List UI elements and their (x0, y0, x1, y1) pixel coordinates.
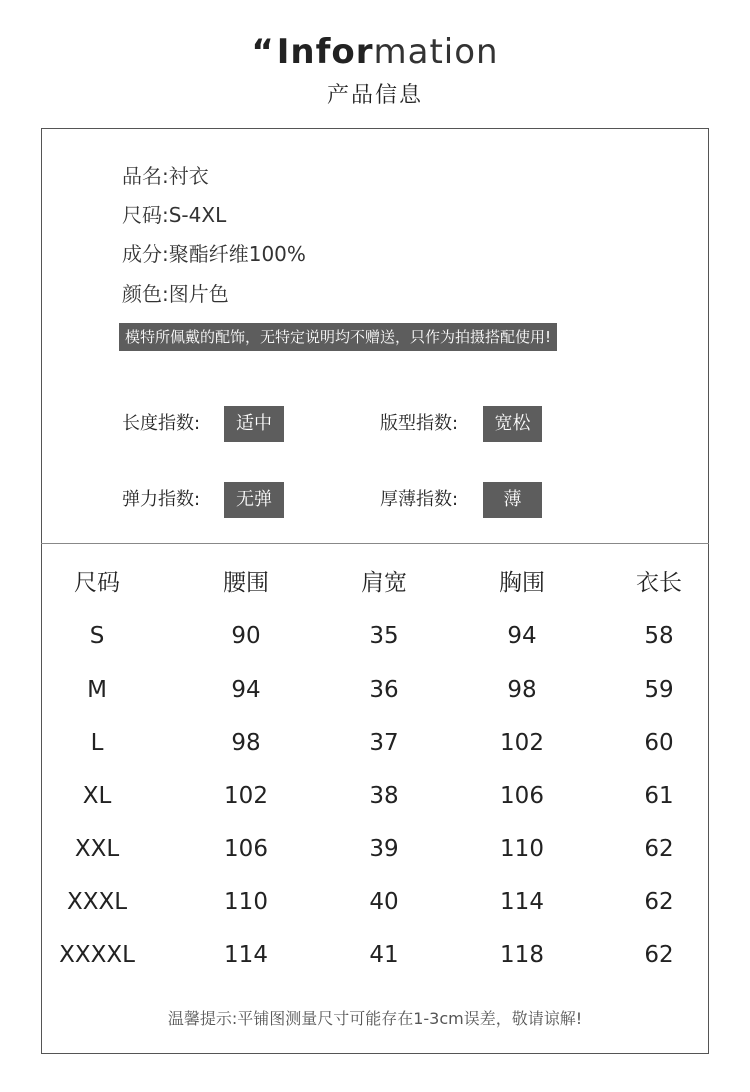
row-size: L (90, 730, 104, 756)
row-length: 62 (644, 836, 674, 862)
row-waist: 90 (231, 623, 261, 649)
row-shoulder: 35 (369, 623, 399, 649)
row-chest: 110 (500, 836, 544, 862)
row-size: S (89, 623, 105, 649)
header-chest: 胸围 (499, 570, 545, 596)
quote-mark: “ (251, 32, 275, 72)
elasticity-index-label: 弹力指数: (122, 489, 201, 510)
product-material: 成分:聚酯纤维100% (122, 242, 306, 266)
product-name: 品名:衬衣 (122, 164, 209, 188)
row-shoulder: 39 (369, 836, 399, 862)
row-size: M (87, 677, 107, 703)
elasticity-index-value: 无弹 (224, 482, 284, 518)
length-index-value: 适中 (224, 406, 284, 442)
row-waist: 114 (224, 942, 268, 968)
row-chest: 94 (507, 623, 537, 649)
row-length: 60 (644, 730, 674, 756)
thickness-index-value: 薄 (483, 482, 542, 518)
row-chest: 114 (500, 889, 544, 915)
row-length: 62 (644, 942, 674, 968)
header-waist: 腰围 (223, 570, 269, 596)
row-shoulder: 40 (369, 889, 399, 915)
row-waist: 102 (224, 783, 268, 809)
measurement-tip: 温馨提示:平铺图测量尺寸可能存在1-3cm误差，敬请谅解! (167, 1009, 583, 1028)
product-size-range: 尺码:S-4XL (122, 203, 227, 227)
row-chest: 118 (500, 942, 544, 968)
accessory-notice: 模特所佩戴的配饰，无特定说明均不赠送，只作为拍摄搭配使用! (119, 323, 557, 351)
row-size: XL (82, 783, 112, 809)
row-length: 62 (644, 889, 674, 915)
row-shoulder: 38 (369, 783, 399, 809)
length-index-label: 长度指数: (122, 413, 201, 434)
row-length: 61 (644, 783, 674, 809)
thickness-index-label: 厚薄指数: (380, 489, 459, 510)
row-size: XXL (74, 836, 120, 862)
header-shoulder: 肩宽 (361, 570, 407, 596)
row-shoulder: 37 (369, 730, 399, 756)
row-waist: 98 (231, 730, 261, 756)
row-waist: 110 (224, 889, 268, 915)
row-size: XXXL (66, 889, 128, 915)
section-divider (41, 543, 709, 544)
fit-index-label: 版型指数: (380, 413, 459, 434)
row-length: 59 (644, 677, 674, 703)
row-length: 58 (644, 623, 674, 649)
row-waist: 94 (231, 677, 261, 703)
header-size: 尺码 (74, 570, 120, 596)
title-normal-part: mation (373, 32, 499, 72)
product-color: 颜色:图片色 (122, 282, 229, 306)
fit-index-value: 宽松 (483, 406, 542, 442)
row-waist: 106 (224, 836, 268, 862)
row-chest: 106 (500, 783, 544, 809)
row-size: XXXXL (59, 942, 135, 968)
row-chest: 102 (500, 730, 544, 756)
row-shoulder: 41 (369, 942, 399, 968)
page-subtitle: 产品信息 (326, 83, 423, 108)
title-bold-part: Infor (276, 32, 374, 72)
row-shoulder: 36 (369, 677, 399, 703)
row-chest: 98 (507, 677, 537, 703)
header-length: 衣长 (636, 570, 682, 596)
page-header-english (0, 30, 750, 74)
